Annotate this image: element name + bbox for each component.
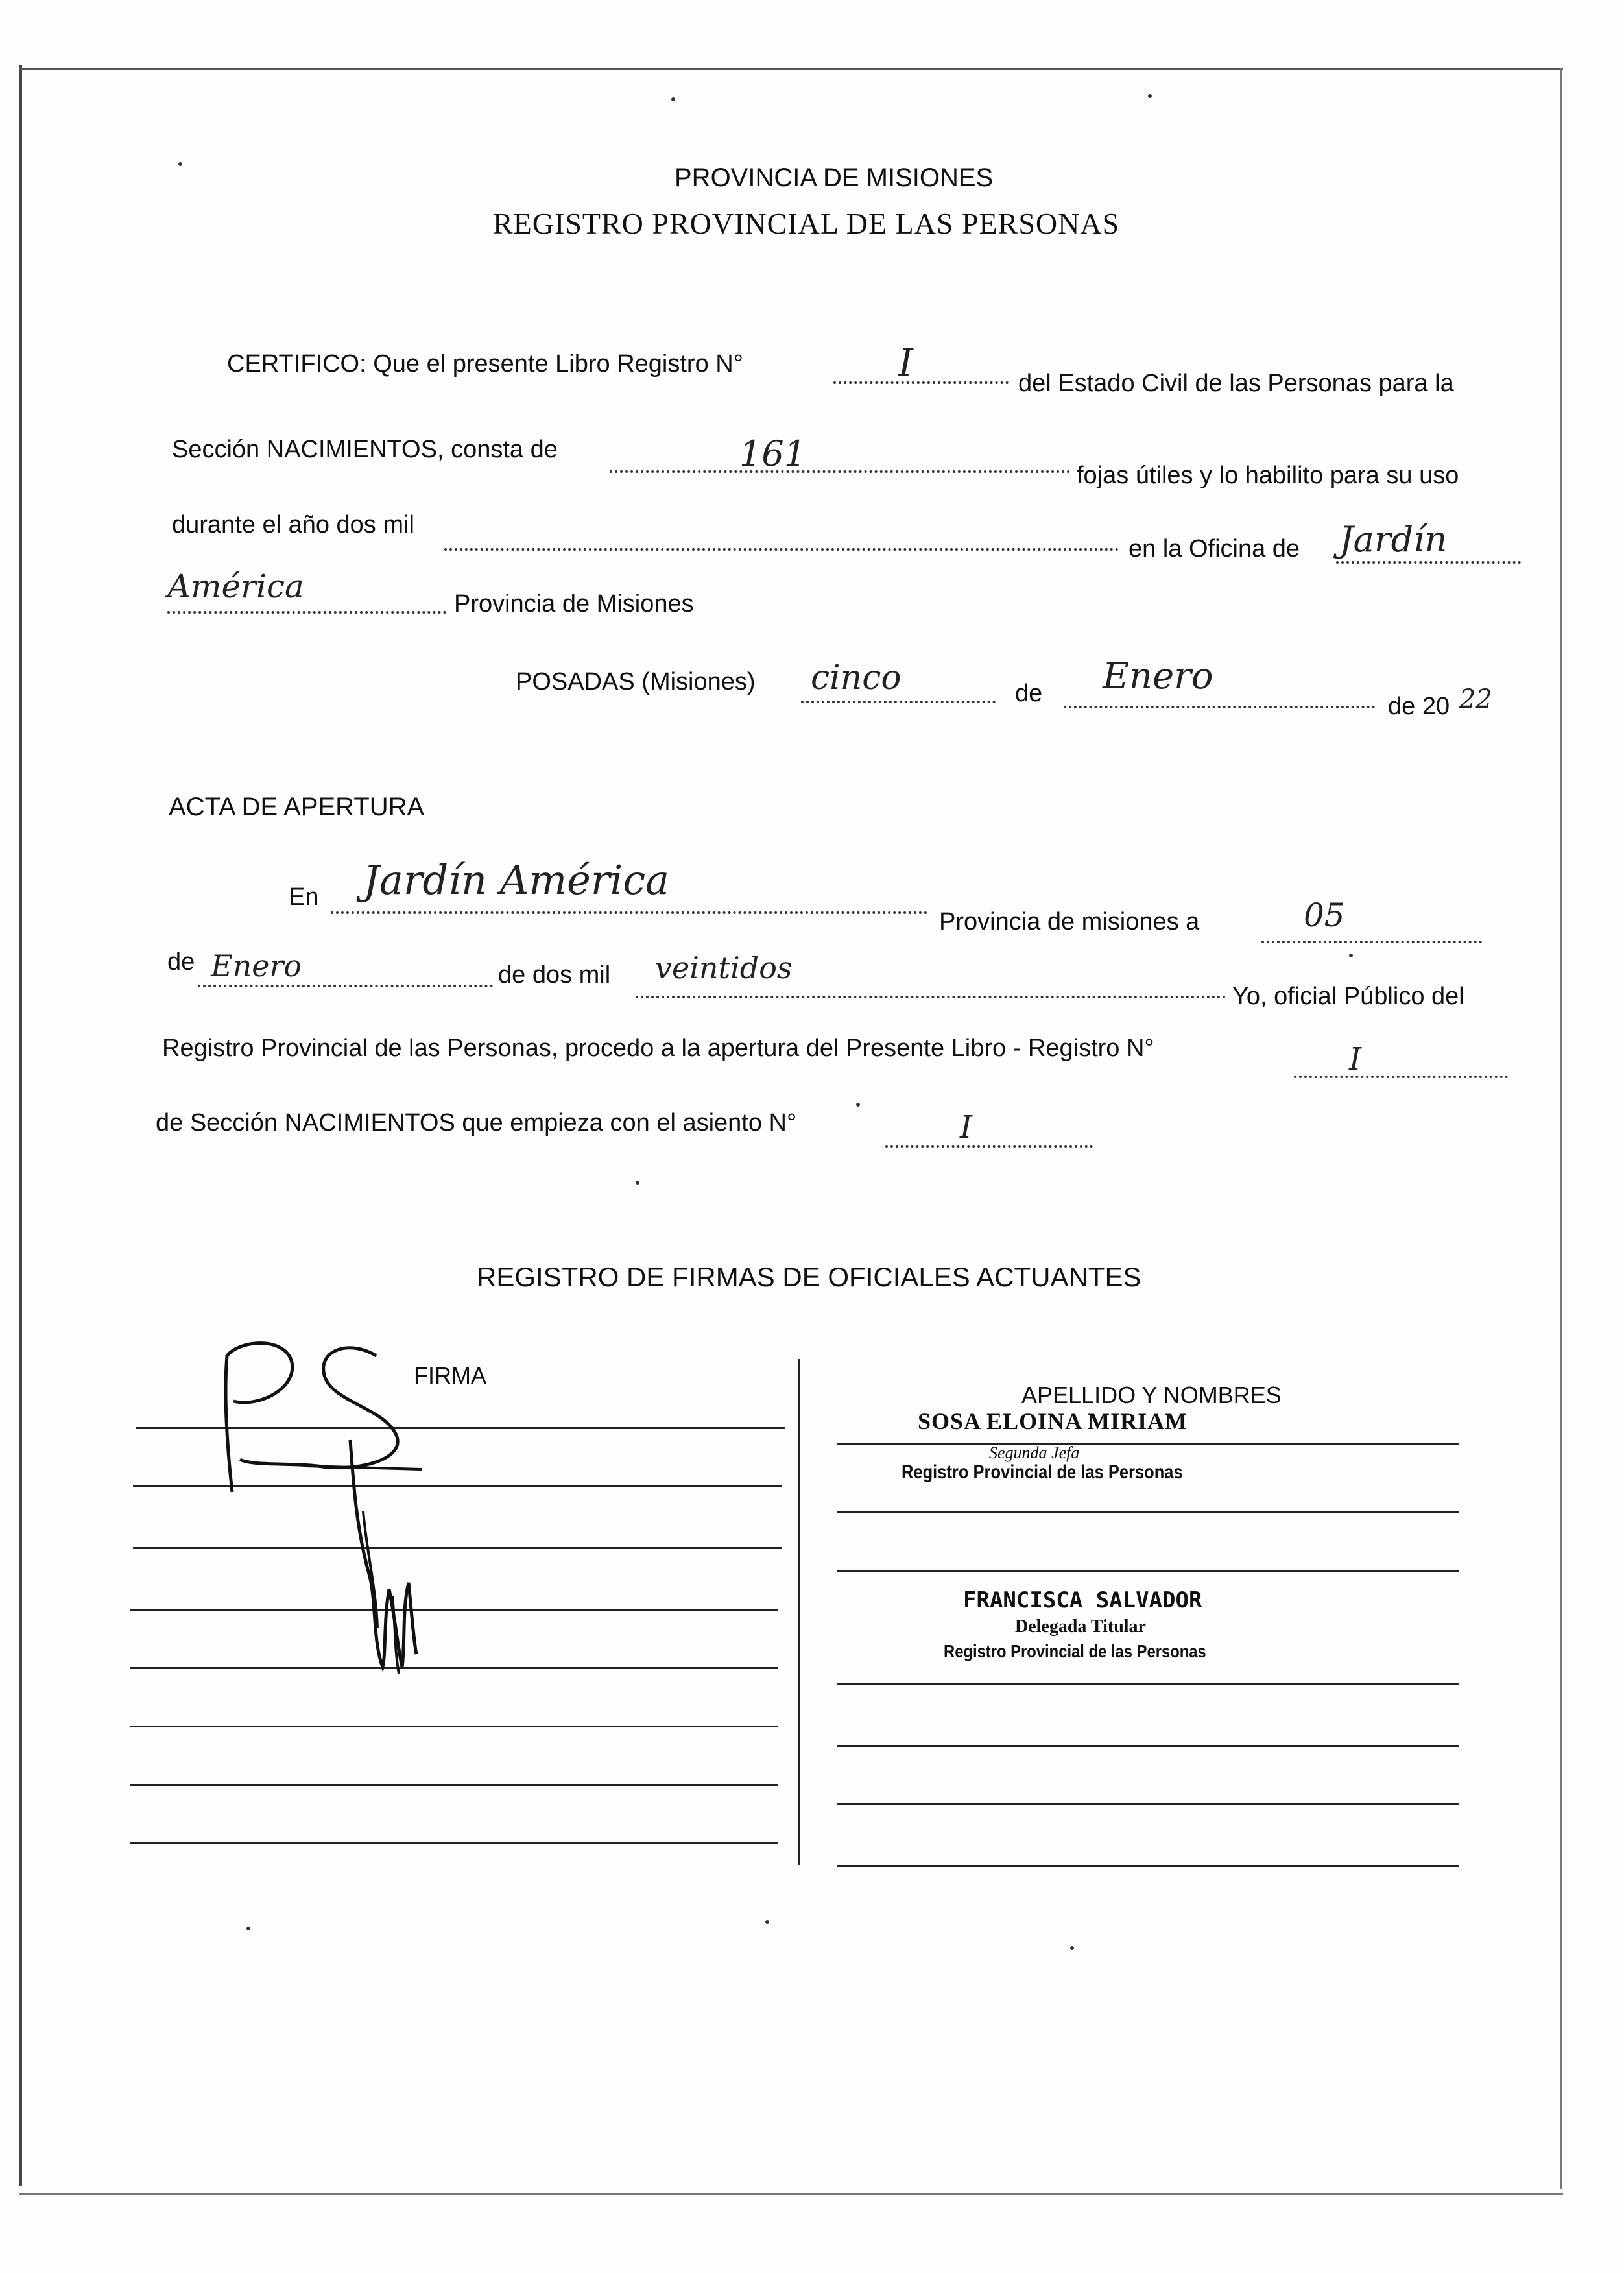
office-value-2: América xyxy=(167,568,304,605)
scan-speck xyxy=(246,1927,250,1930)
official2-role: Delegada Titular xyxy=(1015,1617,1146,1637)
acta-line4: de Sección NACIMIENTOS que empieza con el asiento N° xyxy=(156,1109,797,1136)
acta-dos-mil: de dos mil xyxy=(498,961,611,989)
scan-speck xyxy=(178,162,182,166)
acta-de: de xyxy=(167,948,195,976)
col-firma-label: FIRMA xyxy=(414,1362,486,1389)
acta-asiento-value: I xyxy=(960,1109,972,1146)
official1-name: SOSA ELOINA MIRIAM xyxy=(918,1408,1188,1434)
page-border-left xyxy=(19,65,22,2186)
certifico-line4: Provincia de Misiones xyxy=(454,590,694,618)
date-de: de xyxy=(1015,680,1043,707)
acta-month-field xyxy=(198,965,493,987)
nombre-row-line xyxy=(837,1511,1459,1513)
date-day-field xyxy=(801,681,996,703)
nombre-row-line xyxy=(837,1745,1459,1747)
nombre-row-line xyxy=(837,1443,1459,1445)
acta-place-value: Jardín América xyxy=(363,856,670,904)
date-month-field xyxy=(1064,686,1375,708)
page-border-bottom xyxy=(19,2193,1563,2195)
acta-title: ACTA DE APERTURA xyxy=(169,793,425,821)
acta-year-field xyxy=(636,976,1226,998)
column-divider xyxy=(798,1359,800,1865)
certifico-line2-start: Sección NACIMIENTOS, consta de xyxy=(172,436,558,463)
certifico-line2-end: fojas útiles y lo habilito para su uso xyxy=(1077,462,1459,489)
office-field-2 xyxy=(167,592,446,614)
official1-org: Registro Provincial de las Personas xyxy=(902,1461,1183,1483)
page-border-top xyxy=(19,68,1563,70)
nombre-row-line xyxy=(837,1865,1459,1867)
certifico-line3-start: durante el año dos mil xyxy=(172,511,414,538)
date-month-value: Enero xyxy=(1103,655,1213,697)
acta-line3: Registro Provincial de las Personas, procedo a la apertura del Presente Libro - Registro N° xyxy=(162,1035,1154,1062)
scan-speck xyxy=(765,1920,769,1924)
official2-org: Registro Provincial de las Personas xyxy=(944,1641,1206,1661)
acta-day-field xyxy=(1261,921,1482,943)
scan-speck xyxy=(1148,94,1152,98)
page-border-right xyxy=(1560,68,1562,2189)
book-number-value: I xyxy=(898,341,913,385)
posadas-label: POSADAS (Misiones) xyxy=(516,668,756,695)
acta-month-value: Enero xyxy=(211,948,302,983)
certifico-line1-start: CERTIFICO: Que el presente Libro Registro N° xyxy=(227,350,743,378)
firma-row-line xyxy=(130,1667,778,1669)
acta-year-value: veintidos xyxy=(655,950,793,985)
date-year-prefix: de 20 xyxy=(1388,693,1450,720)
nombre-row-line xyxy=(837,1570,1459,1572)
scan-speck xyxy=(1349,954,1353,957)
province-heading: PROVINCIA DE MISIONES xyxy=(675,163,994,192)
firma-row-line xyxy=(130,1784,778,1786)
fojas-field xyxy=(610,444,1070,473)
scan-speck xyxy=(636,1181,639,1185)
firma-row-line xyxy=(133,1547,782,1549)
firma-row-line xyxy=(130,1842,778,1844)
acta-day-value: 05 xyxy=(1304,896,1345,934)
firmas-title: REGISTRO DE FIRMAS DE OFICIALES ACTUANTES xyxy=(477,1262,1141,1292)
col-nombres-label: APELLIDO Y NOMBRES xyxy=(1021,1382,1282,1408)
nombre-row-line xyxy=(837,1803,1459,1805)
acta-registro-value: I xyxy=(1349,1041,1361,1077)
scan-speck xyxy=(671,97,675,101)
acta-en: En xyxy=(289,884,319,911)
acta-registro-field xyxy=(1294,1056,1508,1078)
office-field xyxy=(1336,542,1521,564)
date-year-suffix: 22 xyxy=(1459,684,1492,714)
certifico-line3-end: en la Oficina de xyxy=(1128,535,1300,562)
book-number-field xyxy=(833,355,1009,384)
year-field xyxy=(444,522,1119,551)
firma-row-line xyxy=(130,1726,778,1727)
date-day-value: cinco xyxy=(811,658,902,697)
certifico-line1-end: del Estado Civil de las Personas para la xyxy=(1018,370,1454,397)
official2-name: FRANCISCA SALVADOR xyxy=(963,1587,1202,1613)
signature-scribble-image xyxy=(337,1434,428,1680)
firma-row-line xyxy=(130,1609,778,1611)
acta-line2-end: Yo, oficial Público del xyxy=(1232,983,1464,1010)
office-value-1: Jardín xyxy=(1339,519,1448,560)
scan-speck xyxy=(856,1103,860,1107)
nombre-row-line xyxy=(837,1683,1459,1685)
official1-role: Segunda Jefa xyxy=(989,1443,1080,1462)
scan-speck xyxy=(1070,1946,1074,1950)
registry-heading: REGISTRO PROVINCIAL DE LAS PERSONAS xyxy=(493,207,1120,240)
fojas-value: 161 xyxy=(739,433,807,474)
acta-asiento-field xyxy=(885,1125,1093,1148)
acta-line1-end: Provincia de misiones a xyxy=(939,908,1200,935)
